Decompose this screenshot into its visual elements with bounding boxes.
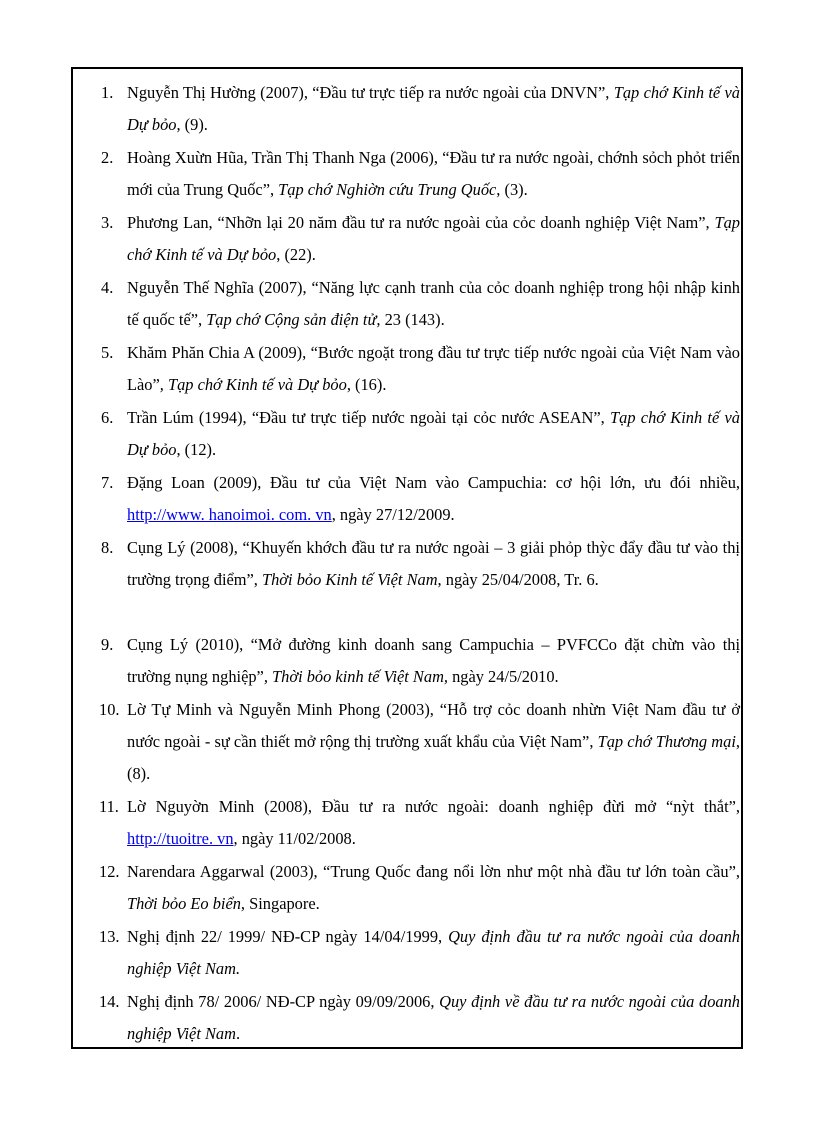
reference-text: Nghị định 22/ 1999/ NĐ-CP ngày 14/04/1999,: [127, 927, 449, 946]
reference-text: Đặng Loan (2009), Đầu tư của Việt Nam vào Campuchia: cơ hội lớn, ưu đói nhiều,: [127, 473, 740, 492]
reference-item: [101, 272, 740, 336]
reference-source: Thời bỏo Kinh tế Việt Nam: [262, 570, 438, 589]
reference-item: [101, 402, 740, 466]
reference-text: Lờ Nguyờn Minh (2008), Đầu tư ra nước ngoài: doanh nghiệp đừi mở “nỳt thắt”,: [127, 797, 740, 816]
reference-text: Trần Lúm (1994), “Đầu tư trực tiếp nước ngoài tại cỏc nước ASEAN”,: [127, 408, 611, 427]
reference-text: , (22).: [276, 245, 316, 264]
reference-source: Tạp chớ Nghiờn cứu Trung Quốc: [278, 180, 497, 199]
reference-source: , Tạp chớ Kinh tế và Dự bỏo: [159, 375, 347, 394]
reference-number: 2.: [101, 148, 114, 167]
reference-source: Quy định về đầu tư ra nước ngoài của doanh nghiệp Việt Nam: [127, 992, 740, 1043]
reference-item: [99, 856, 740, 920]
reference-text: , ngày 11/02/2008.: [233, 829, 356, 848]
reference-item: [99, 694, 740, 790]
reference-text: Lờ Tự Minh và Nguyễn Minh Phong (2003), “Hỗ trợ cỏc doanh nhừn Việt Nam đầu tư ở nước ngoài - sự cần thiết mở rộng thị trường xuất khẩu của Việt Nam”,: [127, 700, 740, 751]
reference-text: , ngày 27/12/2009.: [331, 505, 455, 524]
reference-link[interactable]: http://www. hanoimoi. com. vn: [127, 505, 332, 524]
reference-text: 23 (143).: [380, 310, 445, 329]
reference-text: Hoàng Xuừn Hũa, Trần Thị Thanh Nga (2006), “Đầu tư ra nước ngoài, chớnh sỏch phỏt triển mới của Trung Quốc”,: [127, 148, 740, 199]
reference-source: , Thời bỏo kinh tế Việt Nam,: [263, 667, 448, 686]
reference-number: 3.: [101, 213, 114, 232]
reference-text: Cụng Lý (2010), “Mở đường kinh doanh sang Campuchia – PVFCCo đặt chừn vào thị trường nụng nghiệp”: [127, 635, 740, 686]
reference-number: 12.: [99, 862, 120, 881]
reference-source: Thời bỏo Eo biển,: [127, 894, 246, 913]
reference-source: Quy định đầu tư ra nước ngoài của doanh nghiệp Việt Nam.: [127, 927, 740, 978]
reference-text: , (12).: [176, 440, 217, 459]
reference-item: [101, 207, 740, 271]
reference-text: , (8).: [127, 732, 740, 783]
reference-text: Khăm Phăn Chia A (2009), “Bước ngoặt trong đầu tư trực tiếp nước ngoài của Việt Nam vào Lào”: [127, 343, 740, 394]
reference-text: , (16).: [346, 375, 387, 394]
reference-text: ngày 24/5/2010.: [448, 667, 559, 686]
reference-number: 6.: [101, 408, 114, 427]
reference-frame: [71, 67, 743, 1049]
reference-text: Nghị định 78/ 2006/ NĐ-CP ngày 09/09/2006,: [127, 992, 440, 1011]
reference-text: .: [235, 1024, 241, 1043]
reference-text: , (9).: [176, 115, 208, 134]
reference-item: [101, 337, 740, 401]
reference-link[interactable]: http://tuoitre. vn: [127, 829, 234, 848]
reference-text: , ngày 25/04/2008, Tr. 6.: [437, 570, 599, 589]
reference-item: [101, 142, 740, 206]
reference-number: 10.: [99, 700, 120, 719]
reference-number: 7.: [101, 473, 114, 492]
reference-item: [101, 77, 740, 141]
reference-number: 14.: [99, 992, 120, 1011]
reference-text: Phương Lan, “Nhỡn lại 20 năm đầu tư ra nước ngoài của cỏc doanh nghiệp Việt Nam”,: [127, 213, 715, 232]
reference-number: 8.: [101, 538, 114, 557]
reference-item: [101, 467, 740, 531]
reference-item: [101, 532, 740, 596]
reference-number: 1.: [101, 83, 114, 102]
reference-item: [101, 629, 740, 693]
reference-item: [99, 791, 740, 855]
reference-number: 9.: [101, 635, 114, 654]
reference-text: Narendara Aggarwal (2003), “Trung Quốc đang nổi lờn như một nhà đầu tư lớn toàn cầu”,: [127, 862, 740, 881]
reference-number: 5.: [101, 343, 114, 362]
reference-item: [99, 921, 740, 985]
reference-text: Singapore.: [245, 894, 320, 913]
reference-number: 11.: [99, 797, 119, 816]
reference-source: Tạp chớ Cộng sản điện tử,: [206, 310, 381, 329]
reference-source: Tạp chớ Kinh tế và Dự bỏo: [127, 408, 740, 459]
reference-source: Tạp chớ Thương mại: [597, 732, 736, 751]
reference-source: Tạp chớ Kinh tế và Dự bỏo: [127, 83, 740, 134]
reference-text: , (3).: [496, 180, 528, 199]
reference-number: 13.: [99, 927, 120, 946]
reference-text: Nguyễn Thị Hường (2007), “Đầu tư trực tiếp ra nước ngoài của DNVN”,: [127, 83, 614, 102]
reference-text: Cụng Lý (2008), “Khuyến khớch đầu tư ra nước ngoài – 3 giải phỏp thỳc đẩy đầu tư vào thị trường trọng điểm”,: [127, 538, 740, 589]
reference-item: [99, 986, 740, 1050]
reference-number: 4.: [101, 278, 114, 297]
reference-source: Tạp chớ Kinh tế và Dự bỏo: [127, 213, 740, 264]
reference-text: Nguyễn Thế Nghĩa (2007), “Năng lực cạnh tranh của cỏc doanh nghiệp trong hội nhập kinh tế quốc tế”,: [127, 278, 740, 329]
